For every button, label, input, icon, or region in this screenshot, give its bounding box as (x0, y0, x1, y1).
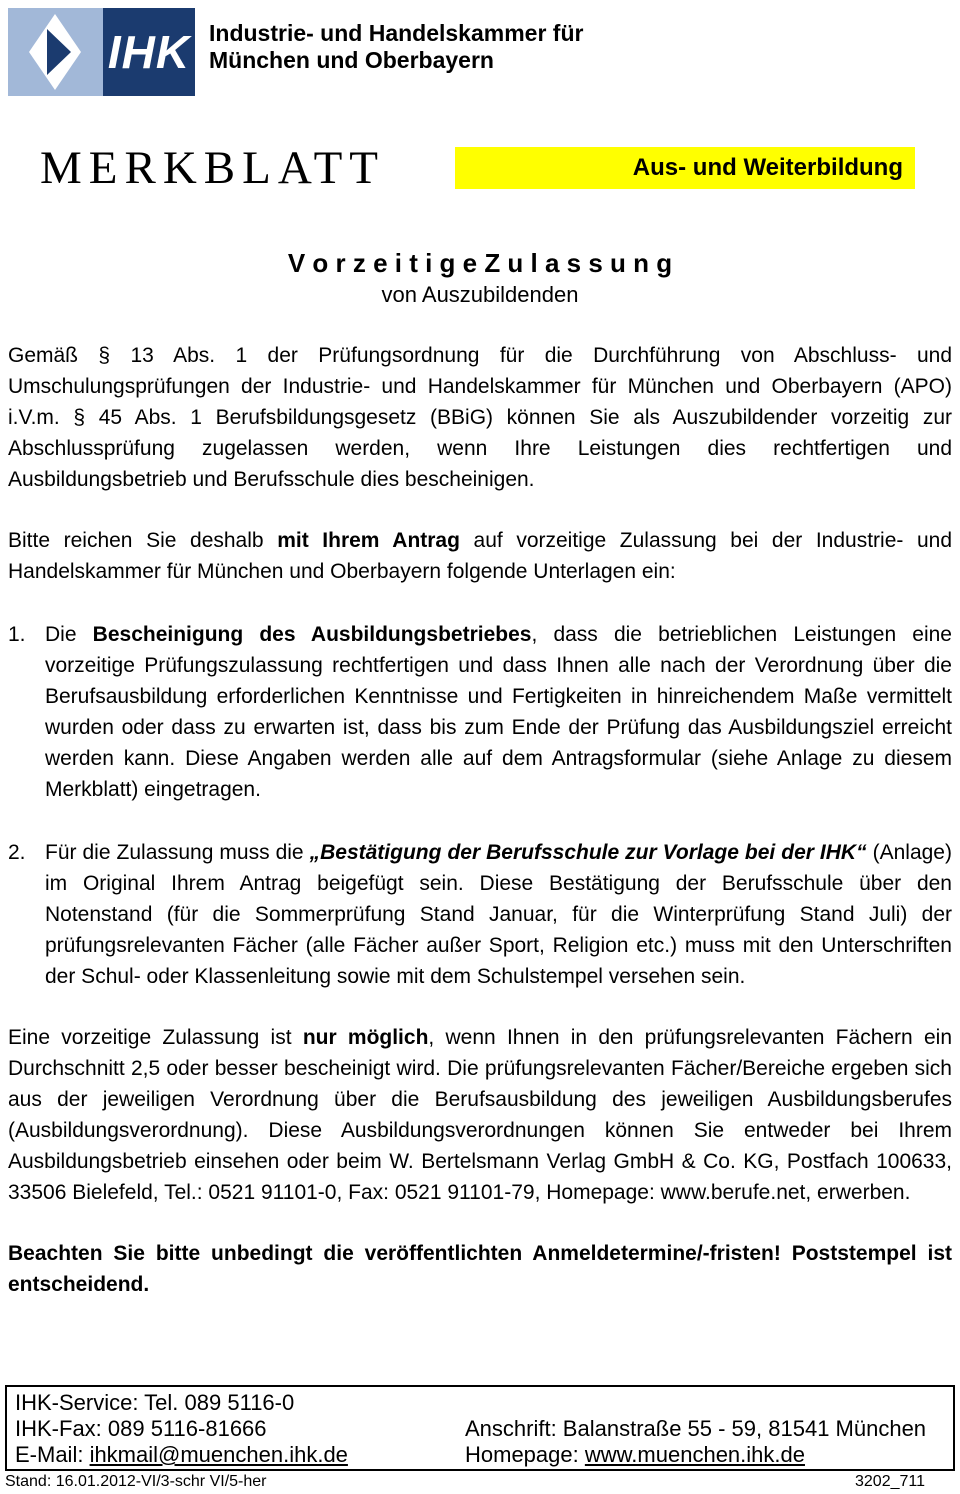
header (0, 0, 960, 96)
list-item (8, 619, 952, 805)
homepage-label: Homepage: (465, 1442, 585, 1467)
list-item (8, 837, 952, 992)
document-id: 3202_711 (855, 1473, 925, 1490)
footer-service: IHK-Service: Tel. 089 5116-0 (15, 1390, 295, 1415)
organization-name-line2: München und Oberbayern (209, 47, 494, 73)
organization-name (209, 20, 583, 74)
footer-homepage (465, 1442, 945, 1468)
footer-email (15, 1442, 465, 1468)
homepage-link[interactable]: www.muenchen.ihk.de (584, 1442, 805, 1467)
list-item-text: Die Bescheinigung des Ausbildungsbetriebes, dass die betrieblichen Leistungen eine vorzeitige Prüfungszulassung rechtfertigen und dass Ihnen alle nach der Verordnung über die Berufsausbildung erforderlichen Kenntnisse und Fertigkeiten in hinreichendem Maße vermittelt wurden oder dass zu erwarten ist, dass bis zum Ende der Prüfung das Ausbildungsziel erreicht werden kann. Diese Angaben werden alle auf dem Antragsformular (siehe Anlage zu diesem Merkblatt) eingetragen. (45, 623, 952, 801)
contact-footer (5, 1385, 955, 1471)
document-body (0, 340, 960, 1300)
footer-row (15, 1390, 945, 1416)
email-link[interactable]: ihkmail@muenchen.ihk.de (89, 1442, 348, 1467)
footer-spacer (465, 1390, 945, 1416)
paragraph-note: Eine vorzeitige Zulassung ist nur möglich, wenn Ihnen in den prüfungsrelevanten Fächern ein Durchschnitt 2,5 oder besser bescheinigt wird. Die prüfungsrelevanten Fächer/Bereiche ergeben sich aus der jeweiligen Verordnung über die Berufsausbildung des jeweiligen Ausbildungsberufes (Ausbildungsverordnung). Diese Ausbildungsverordnungen können Sie entweder bei Ihrem Ausbildungsbetrieb einsehen oder beim W. Bertelsmann Verlag GmbH & Co. KG, Postfach 100633, 33506 Bielefeld, Tel.: 0521 91101-0, Fax: 0521 91101-79, Homepage: www.berufe.net, erwerben. (8, 1026, 952, 1204)
page-subtitle: von Auszubildenden (381, 282, 579, 307)
email-label: E-Mail: (15, 1442, 90, 1467)
document-type-row (40, 142, 915, 194)
category-banner: Aus- und Weiterbildung (455, 147, 915, 189)
list-item-number: 1. (8, 623, 26, 646)
title-block (0, 246, 960, 310)
page-title: V o r z e i t i g e Z u l a s s u n g (287, 248, 673, 278)
document-type-title: MERKBLATT (40, 142, 385, 194)
organization-name-line1: Industrie- und Handelskammer für (209, 20, 584, 46)
list-item-text: Für die Zulassung muss die „Bestätigung der Berufsschule zur Vorlage bei der IHK“ (Anlage) im Original Ihrem Antrag beigefügt sein. Diese Bestätigung der Berufsschule über den Notenstand (für die Sommerprüfung Stand Januar, für die Winterprüfung Stand Juli) der prüfungsrelevanten Fächer (alle Fächer außer Sport, Religion etc.) muss mit den Unterschriften der Schul- oder Klassenleitung sowie mit dem Schulstempel versehen sein. (45, 841, 952, 988)
paragraph-request: Bitte reichen Sie deshalb mit Ihrem Antrag auf vorzeitige Zulassung bei der Industrie- und Handelskammer für München und Oberbayern folgende Unterlagen ein: (8, 529, 953, 583)
revision-date: Stand: 16.01.2012-VI/3-schr VI/5-her (5, 1473, 267, 1490)
ihk-logo-text: IHK (107, 26, 191, 78)
document-meta-row (5, 1472, 925, 1492)
footer-row (15, 1442, 945, 1468)
footer-address: Anschrift: Balanstraße 55 - 59, 81541 München (465, 1416, 927, 1441)
paragraph-warning: Beachten Sie bitte unbedingt die veröffentlichten Anmeldetermine/-fristen! Poststempel ist entscheidend. (8, 1242, 952, 1296)
ihk-logo-mark-icon (8, 8, 103, 96)
numbered-list (8, 619, 952, 992)
paragraph-intro: Gemäß § 13 Abs. 1 der Prüfungsordnung für die Durchführung von Abschluss- und Umschulungsprüfungen der Industrie- und Handelskammer für München und Oberbayern (APO) i.V.m. § 45 Abs. 1 Berufsbildungsgesetz (BBiG) können Sie als Auszubildender vorzeitig zur Abschlussprüfung zugelassen werden, wenn Ihre Leistungen dies rechtfertigen und Ausbildungsbetrieb und Berufsschule dies bescheinigen. (8, 344, 952, 491)
list-item-number: 2. (8, 841, 26, 864)
ihk-logo-wordmark (103, 8, 195, 96)
footer-fax: IHK-Fax: 089 5116-81666 (15, 1416, 267, 1441)
footer-row (15, 1416, 945, 1442)
